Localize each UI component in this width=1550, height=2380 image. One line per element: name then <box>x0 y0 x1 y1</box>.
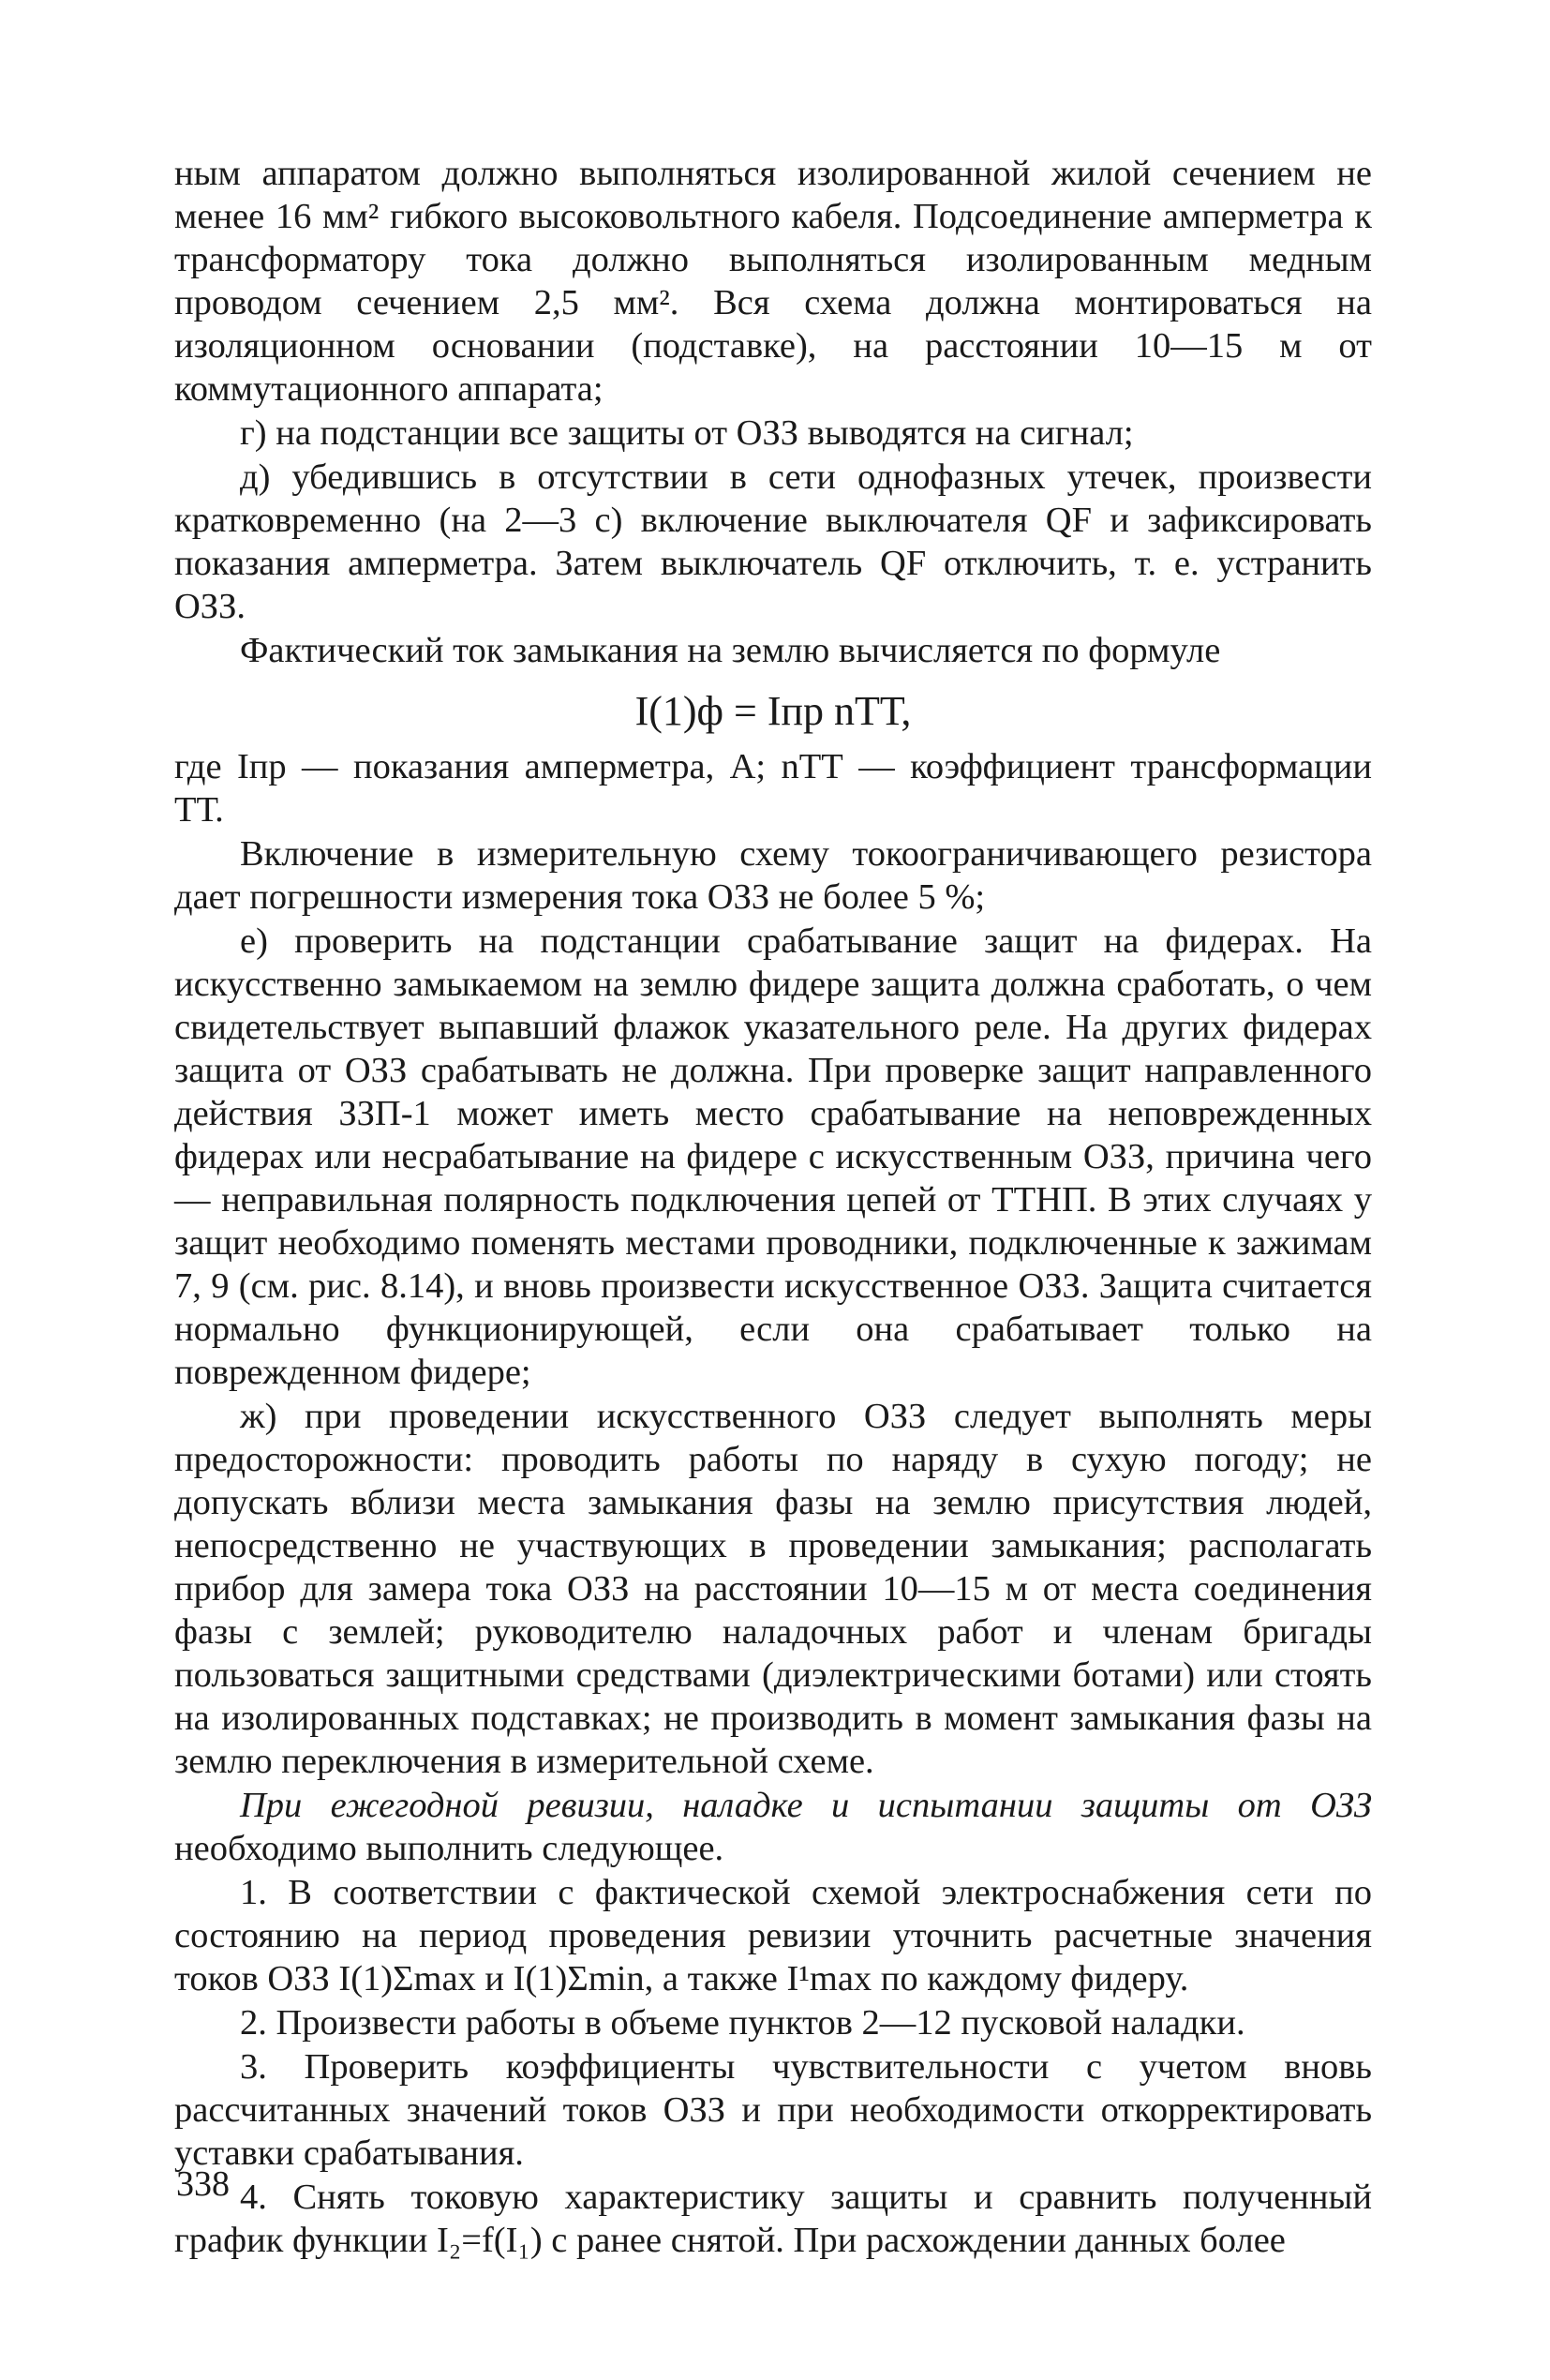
paragraph-9-italic: При ежегодной ревизии, наладке и испытании защиты от ОЗЗ <box>240 1786 1372 1825</box>
paragraph-12: 3. Проверить коэффициенты чувствительности с учетом вновь рассчитанных значений токов ОЗЗ и при необходимости откорректировать уставки срабатывания. <box>174 2047 1372 2173</box>
paragraph-6: Включение в измерительную схему токоограничивающего резистора дает погрешности измерения тока ОЗЗ не более 5 %; <box>174 834 1372 917</box>
paragraph-9-rest: необходимо выполнить следующее. <box>174 1829 724 1868</box>
paragraph-4: Фактический ток замыкания на землю вычисляется по формуле <box>240 631 1221 670</box>
page-number: 338 <box>176 2164 230 2204</box>
paragraph-2: г) на подстанции все защиты от ОЗЗ выводятся на сигнал; <box>240 413 1134 453</box>
paragraph-7: е) проверить на подстанции срабатывание защит на фидерах. На искусственно замыкаемом на землю фидере защита должна сработать, о чем свидетельствует выпавший флажок указательного реле. На других фидерах защита от ОЗЗ срабатывать не должна. При проверке защит направленного действия ЗЗП-1 может иметь место срабатывание на неповрежденных фидерах или несрабатывание на фидере с искусственным ОЗЗ, причина чего — неправильная полярность подключения цепей от ТТНП. В этих случаях у защит необходимо поменять местами проводники, подключенные к зажимам 7, 9 (см. рис. 8.14), и вновь произвести искусственное ОЗЗ. Защита считается нормально функционирующей, если она срабатывает только на поврежденном фидере; <box>174 921 1372 1392</box>
paragraph-13: 4. Снять токовую характеристику защиты и сравнить полученный график функции I₂=f(I₁) с ранее снятой. При расхождении данных более <box>174 2178 1372 2260</box>
paragraph-9 <box>174 1784 1372 1870</box>
page-body <box>174 152 1372 2263</box>
paragraph-3: д) убедившись в отсутствии в сети однофазных утечек, произвести кратковременно (на 2—3 с) включение выключателя QF и зафиксировать показания амперметра. Затем выключатель QF отключить, т. е. устранить ОЗЗ. <box>174 457 1372 626</box>
formula: I(1)ф = Iпр nТТ, <box>634 688 912 734</box>
paragraph-10: 1. В соответствии с фактической схемой электроснабжения сети по состоянию на период проведения ревизии уточнить расчетные значения токов ОЗЗ I(1)Σmax и I(1)Σmin, а также I¹max по каждому фидеру. <box>174 1873 1372 1998</box>
paragraph-11: 2. Произвести работы в объеме пунктов 2—12 пусковой наладки. <box>240 2003 1245 2043</box>
paragraph-1: ным аппаратом должно выполняться изолированной жилой сечением не менее 16 мм² гибкого высоковольтного кабеля. Подсоединение амперметра к трансформатору тока должно выполняться изолированным медным проводом сечением 2,5 мм². Вся схема должна монтироваться на изоляционном основании (подставке), на расстоянии 10—15 м от коммутационного аппарата; <box>174 154 1372 409</box>
paragraph-5: где Iпр — показания амперметра, А; nТТ — коэффициент трансформации ТТ. <box>174 747 1372 830</box>
paragraph-8: ж) при проведении искусственного ОЗЗ следует выполнять меры предосторожности: проводить работы по наряду в сухую погоду; не допускать вблизи места замыкания фазы на землю присутствия людей, непосредственно не участвующих в проведении замыкания; располагать прибор для замера тока ОЗЗ на расстоянии 10—15 м от места соединения фазы с землей; руководителю наладочных работ и членам бригады пользоваться защитными средствами (диэлектрическими ботами) или стоять на изолированных подставках; не производить в момент замыкания фазы на землю переключения в измерительной схеме. <box>174 1397 1372 1781</box>
